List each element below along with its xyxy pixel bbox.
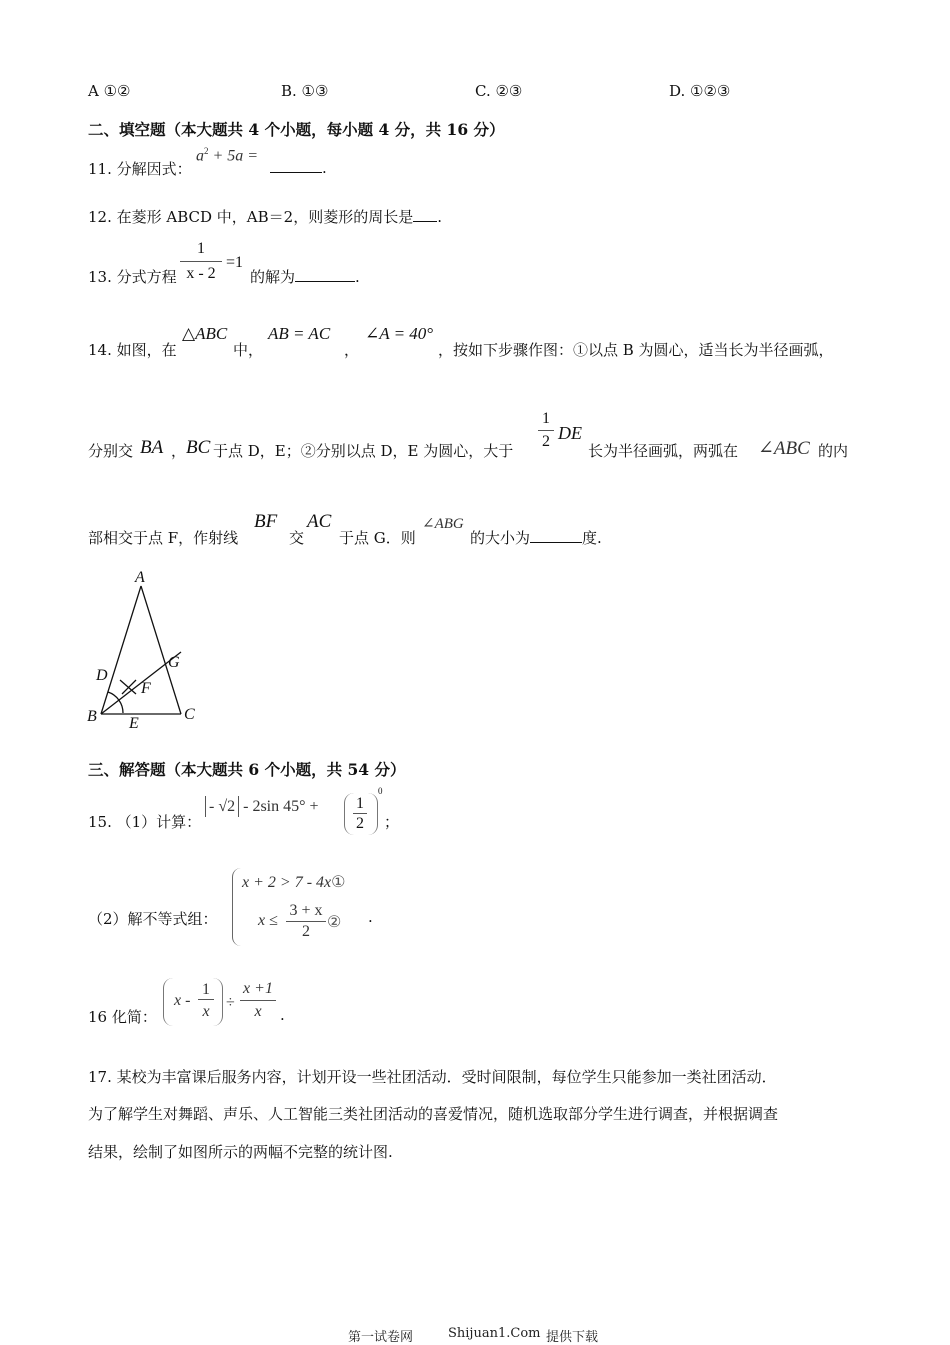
q14-bc: BC <box>186 437 211 458</box>
q15-ineq2-frac <box>286 902 326 941</box>
q16-paren <box>163 978 223 1026</box>
q14-p2-a: 分别交 <box>88 442 134 460</box>
q14-ac: AC <box>307 511 332 532</box>
q14-p3-e: 度. <box>582 529 602 547</box>
option-d: D. ①②③ <box>669 82 731 100</box>
option-b: B. ①③ <box>281 82 329 100</box>
q15-expr <box>205 798 319 816</box>
q14-eq1: AB = AC <box>268 324 331 343</box>
q14-p3-c: 于点 G．则 <box>339 529 416 547</box>
q14-abg: ∠ABG <box>422 516 464 532</box>
q15-ineq1 <box>242 872 345 892</box>
q14-angle: ∠A = 40° <box>365 324 434 343</box>
q13-prefix: 13. 分式方程 <box>88 268 177 286</box>
q11-exp: 2 <box>204 146 209 156</box>
q15-c2: ② <box>327 912 342 931</box>
q15-p2-end: . <box>368 908 373 926</box>
q16-x: x - <box>174 992 191 1009</box>
q11-expr <box>196 146 258 165</box>
q12-text: 12. 在菱形 ABCD 中，AB＝2，则菱形的周长是 <box>88 208 414 226</box>
q15-p1-end: ； <box>384 813 400 831</box>
q14-p2-e: 的内 <box>818 442 849 460</box>
q13-den: x - 2 <box>186 265 216 282</box>
q12 <box>88 206 442 227</box>
q17-line2: 为了解学生对舞蹈、声乐、人工智能三类社团活动的喜爱情况，随机选取部分学生进行调查，并根据调查 <box>88 1105 779 1123</box>
q16-prefix: 16 化简： <box>88 1008 157 1026</box>
q16-frac2 <box>240 980 276 1021</box>
q15-paren <box>344 793 378 835</box>
q15-f-den: 2 <box>356 815 364 832</box>
label-c: C <box>184 706 195 723</box>
q14-half <box>538 410 554 451</box>
q15-ineq2-num: 3 + x <box>286 902 326 922</box>
q12-blank <box>413 207 437 222</box>
q12-end: . <box>437 208 442 226</box>
q11-a: a <box>196 147 204 165</box>
q11-prefix: 11. 分解因式： <box>88 160 192 178</box>
label-a: A <box>135 569 145 586</box>
triangle-figure <box>84 566 204 734</box>
q14-p1-mid: 中， <box>233 341 264 359</box>
q14-de: DE <box>558 423 582 443</box>
q13-fraction <box>180 240 222 283</box>
q14-p3-d: 的大小为 <box>470 529 531 547</box>
q16-den2: x <box>254 1003 262 1020</box>
q13-tail <box>250 266 360 287</box>
q14-tri: △ABC <box>182 324 228 343</box>
label-b: B <box>87 708 97 725</box>
q13-suffix: 的解为 <box>250 268 296 286</box>
label-f: F <box>141 680 151 697</box>
q15-brace <box>232 868 241 946</box>
q17-line1: 17. 某校为丰富课后服务内容，计划开设一些社团活动．受时间限制，每位学生只能参加一类社团活动． <box>88 1068 777 1086</box>
q15-f-num: 1 <box>353 795 367 814</box>
q14-answer <box>470 527 602 548</box>
label-g: G <box>168 654 180 671</box>
label-e: E <box>129 715 139 732</box>
q11 <box>88 158 192 179</box>
q16-den1: x <box>202 1003 210 1020</box>
option-a: A ①② <box>88 82 131 100</box>
q14-p1-suffix: ，按如下步骤作图：①以点 B 为圆心，适当长为半径画弧， <box>438 341 834 359</box>
section2-title: 二、填空题（本大题共 4 个小题，每小题 4 分，共 16 分） <box>88 120 505 139</box>
option-c: C. ②③ <box>475 82 523 100</box>
q14-bf: BF <box>254 511 278 532</box>
q14-abc-angle: ∠ABC <box>758 438 810 459</box>
q15-p2-prefix: （2）解不等式组： <box>88 910 218 928</box>
q14-blank <box>530 528 582 543</box>
q14-half-num: 1 <box>538 410 554 431</box>
q15-zero: 0 <box>378 786 383 796</box>
label-d: D <box>96 667 108 684</box>
q13-eq: =1 <box>226 254 244 271</box>
q13-num: 1 <box>180 240 222 262</box>
side-ab <box>101 586 141 714</box>
q16-div: ÷ <box>226 994 235 1011</box>
footer-right: 提供下载 <box>546 1330 599 1345</box>
q17-line3: 结果，绘制了如图所示的两幅不完整的统计图. <box>88 1143 393 1161</box>
q14-comma: ， <box>344 341 360 359</box>
q16-num2: x +1 <box>240 980 276 1001</box>
q15-expr-b: - 2sin 45° + <box>243 798 319 815</box>
q15-ineq2-den: 2 <box>302 923 310 940</box>
q11-end: . <box>322 159 327 177</box>
q14-p3-a: 部相交于点 F，作射线 <box>88 529 239 547</box>
footer-left: 第一试卷网 <box>348 1330 414 1345</box>
q14-p3-b: 交 <box>289 529 305 547</box>
q14-half-den: 2 <box>542 433 550 450</box>
q14-p2-b: ， <box>171 442 187 460</box>
q15-c1: ① <box>331 874 346 891</box>
q14-ba: BA <box>140 437 164 458</box>
q11-answer <box>270 158 327 177</box>
q16-num1: 1 <box>198 981 214 1000</box>
q11-rest: + 5a = <box>208 147 259 165</box>
section3-title: 三、解答题（本大题共 6 个小题，共 54 分） <box>88 760 406 779</box>
q15-abs: - √2 <box>205 796 239 817</box>
q15-ineq1-text: x + 2 > 7 - 4x <box>242 874 332 891</box>
footer-mid[interactable]: Shijuan1.Com <box>448 1326 541 1341</box>
q14-p2-c: 于点 D，E；②分别以点 D，E 为圆心，大于 <box>213 442 514 460</box>
q13-blank <box>295 267 355 282</box>
q14-p2-d: 长为半径画弧，两弧在 <box>588 442 739 460</box>
q11-blank <box>270 158 322 173</box>
q15-p1-prefix: 15. （1）计算： <box>88 813 202 831</box>
q14-p1-prefix: 14. 如图，在 <box>88 341 177 359</box>
q13-end: . <box>355 268 360 286</box>
q15-ineq2-a: x ≤ <box>258 912 278 929</box>
q16-end: . <box>280 1006 285 1024</box>
